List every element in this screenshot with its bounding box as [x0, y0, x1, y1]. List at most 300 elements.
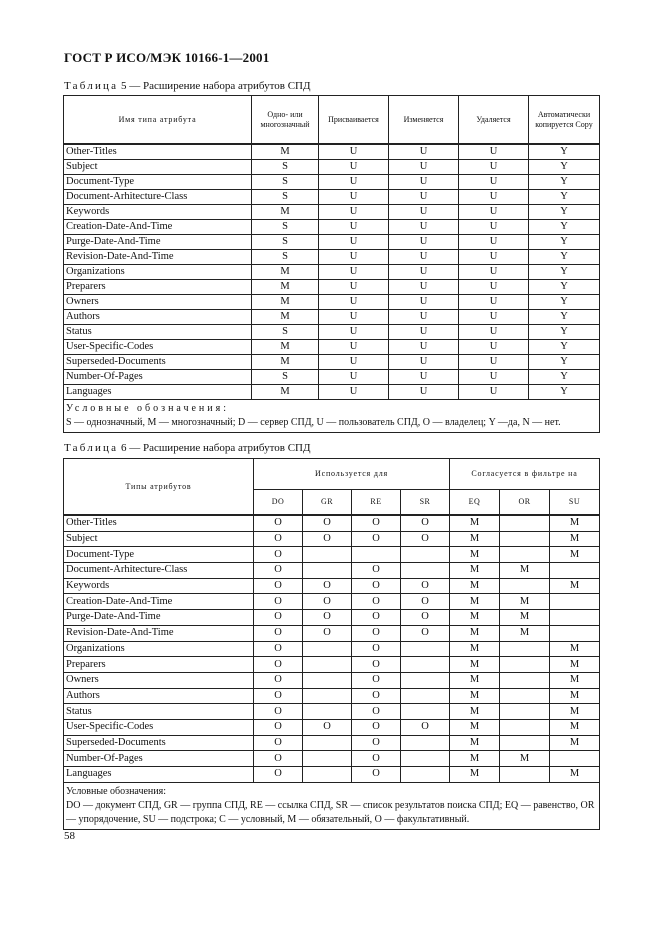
- table6-caption-text: 6 — Расширение набора атрибутов СПД: [120, 442, 311, 454]
- value-cell: S: [252, 325, 319, 340]
- value-cell: Y: [529, 325, 600, 340]
- value-cell: O: [401, 610, 450, 626]
- value-cell: U: [319, 190, 389, 205]
- value-cell: [500, 547, 550, 563]
- value-cell: O: [254, 531, 303, 547]
- value-cell: U: [389, 175, 459, 190]
- value-cell: O: [254, 610, 303, 626]
- value-cell: [303, 735, 352, 751]
- value-cell: M: [550, 735, 600, 751]
- document-header: ГОСТ Р ИСО/МЭК 10166-1—2001: [64, 50, 270, 65]
- value-cell: [550, 594, 600, 610]
- table6-group-header-row: [64, 459, 600, 490]
- value-cell: U: [389, 205, 459, 220]
- table5-header-cell: Одно- или многозначный: [252, 96, 319, 145]
- value-cell: M: [450, 688, 500, 704]
- value-cell: O: [254, 515, 303, 531]
- value-cell: M: [550, 719, 600, 735]
- value-cell: Y: [529, 295, 600, 310]
- value-cell: [500, 515, 550, 531]
- table6-caption-label: Таблица: [64, 442, 119, 454]
- value-cell: O: [254, 672, 303, 688]
- value-cell: M: [252, 280, 319, 295]
- attribute-name-cell: Document-Arhitecture-Class: [64, 190, 252, 205]
- table6-subheader-cell: DO: [254, 490, 303, 516]
- attribute-name-cell: Preparers: [64, 280, 252, 295]
- value-cell: S: [252, 175, 319, 190]
- table6-note: [64, 782, 600, 829]
- value-cell: U: [319, 235, 389, 250]
- value-cell: O: [254, 751, 303, 767]
- value-cell: O: [352, 719, 401, 735]
- attribute-name-cell: Purge-Date-And-Time: [64, 610, 254, 626]
- value-cell: O: [352, 704, 401, 720]
- value-cell: O: [352, 751, 401, 767]
- value-cell: O: [401, 719, 450, 735]
- attribute-name-cell: Creation-Date-And-Time: [64, 220, 252, 235]
- value-cell: U: [389, 340, 459, 355]
- value-cell: M: [550, 641, 600, 657]
- value-cell: M: [500, 594, 550, 610]
- value-cell: O: [254, 719, 303, 735]
- value-cell: U: [459, 190, 529, 205]
- value-cell: O: [401, 625, 450, 641]
- value-cell: O: [401, 531, 450, 547]
- value-cell: O: [303, 515, 352, 531]
- value-cell: S: [252, 160, 319, 175]
- value-cell: M: [550, 657, 600, 673]
- value-cell: U: [459, 280, 529, 295]
- value-cell: O: [352, 531, 401, 547]
- table-row: [64, 370, 600, 385]
- table6-caption: [64, 442, 310, 454]
- table-row: [64, 235, 600, 250]
- value-cell: M: [450, 594, 500, 610]
- value-cell: U: [389, 295, 459, 310]
- table-row: [64, 175, 600, 190]
- value-cell: M: [500, 625, 550, 641]
- value-cell: O: [352, 672, 401, 688]
- value-cell: M: [500, 610, 550, 626]
- value-cell: [401, 672, 450, 688]
- value-cell: O: [352, 641, 401, 657]
- table-row: [64, 280, 600, 295]
- table5-header-cell: Удаляется: [459, 96, 529, 145]
- value-cell: O: [254, 625, 303, 641]
- table-row: [64, 160, 600, 175]
- table5-note-text: S — однозначный, M — многозначный; D — сервер СПД, U — пользователь СПД, O — владелец; Y —да, N — нет.: [66, 417, 561, 428]
- table-row: [64, 641, 600, 657]
- attribute-name-cell: Document-Arhitecture-Class: [64, 563, 254, 579]
- value-cell: U: [459, 235, 529, 250]
- value-cell: Y: [529, 385, 600, 400]
- attribute-name-cell: Authors: [64, 688, 254, 704]
- table-row: [64, 220, 600, 235]
- value-cell: U: [389, 220, 459, 235]
- value-cell: O: [303, 594, 352, 610]
- value-cell: O: [352, 610, 401, 626]
- table5-header-row: [64, 96, 600, 145]
- value-cell: O: [254, 704, 303, 720]
- value-cell: O: [352, 515, 401, 531]
- value-cell: [500, 704, 550, 720]
- value-cell: [500, 767, 550, 783]
- attribute-name-cell: Owners: [64, 672, 254, 688]
- table6-subheader-cell: RE: [352, 490, 401, 516]
- attribute-name-cell: Owners: [64, 295, 252, 310]
- table5-body: [64, 144, 600, 400]
- attribute-name-cell: Organizations: [64, 641, 254, 657]
- value-cell: O: [303, 719, 352, 735]
- attribute-name-cell: Keywords: [64, 205, 252, 220]
- value-cell: M: [450, 672, 500, 688]
- value-cell: M: [550, 531, 600, 547]
- value-cell: [303, 751, 352, 767]
- value-cell: M: [450, 719, 500, 735]
- table6-subheader-cell: SR: [401, 490, 450, 516]
- value-cell: M: [550, 578, 600, 594]
- value-cell: O: [254, 547, 303, 563]
- value-cell: U: [319, 144, 389, 160]
- attribute-name-cell: Revision-Date-And-Time: [64, 250, 252, 265]
- value-cell: O: [352, 563, 401, 579]
- value-cell: M: [252, 265, 319, 280]
- value-cell: U: [319, 355, 389, 370]
- value-cell: U: [389, 160, 459, 175]
- table-row: [64, 190, 600, 205]
- value-cell: U: [319, 310, 389, 325]
- value-cell: U: [319, 340, 389, 355]
- value-cell: M: [450, 767, 500, 783]
- value-cell: U: [319, 325, 389, 340]
- value-cell: O: [352, 657, 401, 673]
- attribute-name-cell: Languages: [64, 767, 254, 783]
- value-cell: O: [254, 578, 303, 594]
- value-cell: U: [389, 235, 459, 250]
- value-cell: M: [252, 310, 319, 325]
- table6: [63, 458, 600, 830]
- table-row: [64, 265, 600, 280]
- value-cell: [500, 641, 550, 657]
- value-cell: U: [319, 250, 389, 265]
- value-cell: M: [450, 547, 500, 563]
- value-cell: M: [450, 610, 500, 626]
- value-cell: U: [459, 175, 529, 190]
- value-cell: Y: [529, 235, 600, 250]
- table-row: [64, 325, 600, 340]
- value-cell: U: [389, 144, 459, 160]
- value-cell: [401, 657, 450, 673]
- value-cell: U: [459, 220, 529, 235]
- value-cell: [303, 657, 352, 673]
- value-cell: Y: [529, 265, 600, 280]
- table5-header-cell: Имя типа атрибута: [64, 96, 252, 145]
- attribute-name-cell: Languages: [64, 385, 252, 400]
- value-cell: U: [459, 340, 529, 355]
- value-cell: U: [459, 160, 529, 175]
- value-cell: O: [352, 735, 401, 751]
- value-cell: U: [459, 325, 529, 340]
- value-cell: U: [319, 280, 389, 295]
- value-cell: U: [319, 385, 389, 400]
- table5-caption-label: Таблица: [64, 80, 119, 92]
- value-cell: Y: [529, 340, 600, 355]
- value-cell: [401, 563, 450, 579]
- value-cell: M: [252, 205, 319, 220]
- value-cell: O: [401, 578, 450, 594]
- attribute-name-cell: Number-Of-Pages: [64, 370, 252, 385]
- value-cell: [550, 751, 600, 767]
- table5-note: [64, 400, 600, 433]
- value-cell: U: [459, 370, 529, 385]
- value-cell: [401, 688, 450, 704]
- table-row: [64, 751, 600, 767]
- table5-caption-text: 5 — Расширение набора атрибутов СПД: [120, 80, 311, 92]
- value-cell: M: [550, 704, 600, 720]
- table-row: [64, 735, 600, 751]
- value-cell: U: [389, 310, 459, 325]
- table-row: [64, 295, 600, 310]
- value-cell: O: [303, 610, 352, 626]
- table-row: [64, 594, 600, 610]
- value-cell: [401, 767, 450, 783]
- value-cell: [550, 563, 600, 579]
- table-row: [64, 578, 600, 594]
- value-cell: Y: [529, 175, 600, 190]
- value-cell: O: [352, 578, 401, 594]
- table-row: [64, 672, 600, 688]
- table6-note-text: DO — документ СПД, GR — группа СПД, RE — ссылка СПД, SR — список результатов поиска СПД; EQ — равенство, OR — упорядочение, SU — подстрока; C — условный, M — обязательный, O — факультативный.: [66, 799, 595, 825]
- value-cell: M: [252, 340, 319, 355]
- table-row: [64, 719, 600, 735]
- value-cell: O: [303, 531, 352, 547]
- value-cell: O: [254, 563, 303, 579]
- value-cell: M: [450, 751, 500, 767]
- value-cell: S: [252, 220, 319, 235]
- value-cell: Y: [529, 205, 600, 220]
- value-cell: M: [252, 385, 319, 400]
- value-cell: M: [450, 563, 500, 579]
- value-cell: [401, 547, 450, 563]
- page-number: 58: [64, 830, 75, 842]
- attribute-name-cell: Keywords: [64, 578, 254, 594]
- value-cell: Y: [529, 190, 600, 205]
- attribute-name-cell: Subject: [64, 531, 254, 547]
- value-cell: [550, 610, 600, 626]
- value-cell: [500, 578, 550, 594]
- value-cell: U: [319, 175, 389, 190]
- value-cell: U: [459, 265, 529, 280]
- value-cell: [303, 563, 352, 579]
- attribute-name-cell: Superseded-Documents: [64, 355, 252, 370]
- value-cell: M: [450, 625, 500, 641]
- value-cell: Y: [529, 220, 600, 235]
- table-row: [64, 515, 600, 531]
- table-row: [64, 610, 600, 626]
- attribute-name-cell: Number-Of-Pages: [64, 751, 254, 767]
- value-cell: [303, 704, 352, 720]
- table6-body: [64, 515, 600, 782]
- value-cell: [303, 688, 352, 704]
- value-cell: U: [459, 144, 529, 160]
- value-cell: M: [450, 531, 500, 547]
- value-cell: O: [303, 625, 352, 641]
- attribute-name-cell: Organizations: [64, 265, 252, 280]
- value-cell: [500, 657, 550, 673]
- value-cell: U: [389, 385, 459, 400]
- value-cell: Y: [529, 160, 600, 175]
- value-cell: U: [459, 205, 529, 220]
- value-cell: O: [254, 641, 303, 657]
- value-cell: Y: [529, 355, 600, 370]
- value-cell: Y: [529, 280, 600, 295]
- table5-note-row: [64, 400, 600, 433]
- table5: [63, 95, 600, 433]
- table-row: [64, 704, 600, 720]
- value-cell: [500, 719, 550, 735]
- value-cell: Y: [529, 250, 600, 265]
- table-row: [64, 355, 600, 370]
- attribute-name-cell: Preparers: [64, 657, 254, 673]
- table6-subheader-cell: EQ: [450, 490, 500, 516]
- table-row: [64, 688, 600, 704]
- attribute-name-cell: Subject: [64, 160, 252, 175]
- value-cell: O: [401, 594, 450, 610]
- attribute-name-cell: Superseded-Documents: [64, 735, 254, 751]
- table-row: [64, 340, 600, 355]
- value-cell: M: [450, 578, 500, 594]
- table5-note-title: Условные обозначения:: [66, 403, 230, 414]
- value-cell: [401, 641, 450, 657]
- table6-note-row: [64, 782, 600, 829]
- attribute-name-cell: Other-Titles: [64, 515, 254, 531]
- table-row: [64, 625, 600, 641]
- value-cell: [303, 767, 352, 783]
- attribute-name-cell: Status: [64, 704, 254, 720]
- attribute-name-cell: Document-Type: [64, 175, 252, 190]
- value-cell: U: [319, 265, 389, 280]
- value-cell: U: [319, 220, 389, 235]
- value-cell: U: [459, 385, 529, 400]
- value-cell: U: [319, 205, 389, 220]
- table-row: [64, 385, 600, 400]
- table6-header-name: Типы атрибутов: [64, 459, 254, 516]
- value-cell: M: [500, 563, 550, 579]
- value-cell: [401, 704, 450, 720]
- value-cell: O: [352, 625, 401, 641]
- table5-header-cell: Автоматически копируется Copy: [529, 96, 600, 145]
- table-row: [64, 563, 600, 579]
- table5-caption: [64, 80, 310, 92]
- value-cell: [401, 751, 450, 767]
- value-cell: O: [352, 688, 401, 704]
- value-cell: U: [389, 325, 459, 340]
- value-cell: M: [450, 735, 500, 751]
- value-cell: O: [254, 735, 303, 751]
- value-cell: U: [319, 160, 389, 175]
- table5-header-cell: Изменяется: [389, 96, 459, 145]
- table-row: [64, 547, 600, 563]
- value-cell: U: [459, 295, 529, 310]
- attribute-name-cell: Authors: [64, 310, 252, 325]
- value-cell: O: [254, 657, 303, 673]
- value-cell: O: [352, 767, 401, 783]
- value-cell: M: [450, 657, 500, 673]
- value-cell: U: [389, 355, 459, 370]
- value-cell: M: [450, 704, 500, 720]
- value-cell: Y: [529, 370, 600, 385]
- value-cell: U: [389, 250, 459, 265]
- attribute-name-cell: User-Specific-Codes: [64, 340, 252, 355]
- value-cell: S: [252, 235, 319, 250]
- attribute-name-cell: User-Specific-Codes: [64, 719, 254, 735]
- value-cell: [303, 547, 352, 563]
- table5-header-cell: Присваивается: [319, 96, 389, 145]
- value-cell: [352, 547, 401, 563]
- table-row: [64, 144, 600, 160]
- value-cell: [500, 735, 550, 751]
- value-cell: M: [550, 672, 600, 688]
- attribute-name-cell: Other-Titles: [64, 144, 252, 160]
- table6-note-title: Условные обозначения:: [66, 785, 167, 797]
- value-cell: O: [352, 594, 401, 610]
- value-cell: S: [252, 190, 319, 205]
- value-cell: [500, 672, 550, 688]
- table-row: [64, 767, 600, 783]
- value-cell: U: [459, 355, 529, 370]
- value-cell: Y: [529, 310, 600, 325]
- value-cell: U: [459, 310, 529, 325]
- table-row: [64, 310, 600, 325]
- table6-subheader-cell: SU: [550, 490, 600, 516]
- attribute-name-cell: Revision-Date-And-Time: [64, 625, 254, 641]
- table6-group-used: Используется для: [254, 459, 450, 490]
- value-cell: [303, 672, 352, 688]
- value-cell: M: [252, 355, 319, 370]
- value-cell: U: [319, 370, 389, 385]
- value-cell: M: [450, 515, 500, 531]
- value-cell: [401, 735, 450, 751]
- attribute-name-cell: Document-Type: [64, 547, 254, 563]
- value-cell: [500, 531, 550, 547]
- value-cell: U: [319, 295, 389, 310]
- value-cell: Y: [529, 144, 600, 160]
- attribute-name-cell: Status: [64, 325, 252, 340]
- value-cell: U: [459, 250, 529, 265]
- table-row: [64, 657, 600, 673]
- table6-subheader-cell: GR: [303, 490, 352, 516]
- value-cell: [500, 688, 550, 704]
- attribute-name-cell: Creation-Date-And-Time: [64, 594, 254, 610]
- value-cell: M: [252, 295, 319, 310]
- value-cell: S: [252, 250, 319, 265]
- table6-group-filter: Согласуется в фильтре на: [450, 459, 600, 490]
- table6-subheader-cell: OR: [500, 490, 550, 516]
- value-cell: M: [550, 547, 600, 563]
- value-cell: [303, 641, 352, 657]
- value-cell: O: [254, 767, 303, 783]
- value-cell: O: [401, 515, 450, 531]
- table-row: [64, 531, 600, 547]
- value-cell: M: [252, 144, 319, 160]
- value-cell: [550, 625, 600, 641]
- table-row: [64, 250, 600, 265]
- attribute-name-cell: Purge-Date-And-Time: [64, 235, 252, 250]
- value-cell: M: [450, 641, 500, 657]
- value-cell: M: [550, 767, 600, 783]
- value-cell: M: [550, 688, 600, 704]
- value-cell: S: [252, 370, 319, 385]
